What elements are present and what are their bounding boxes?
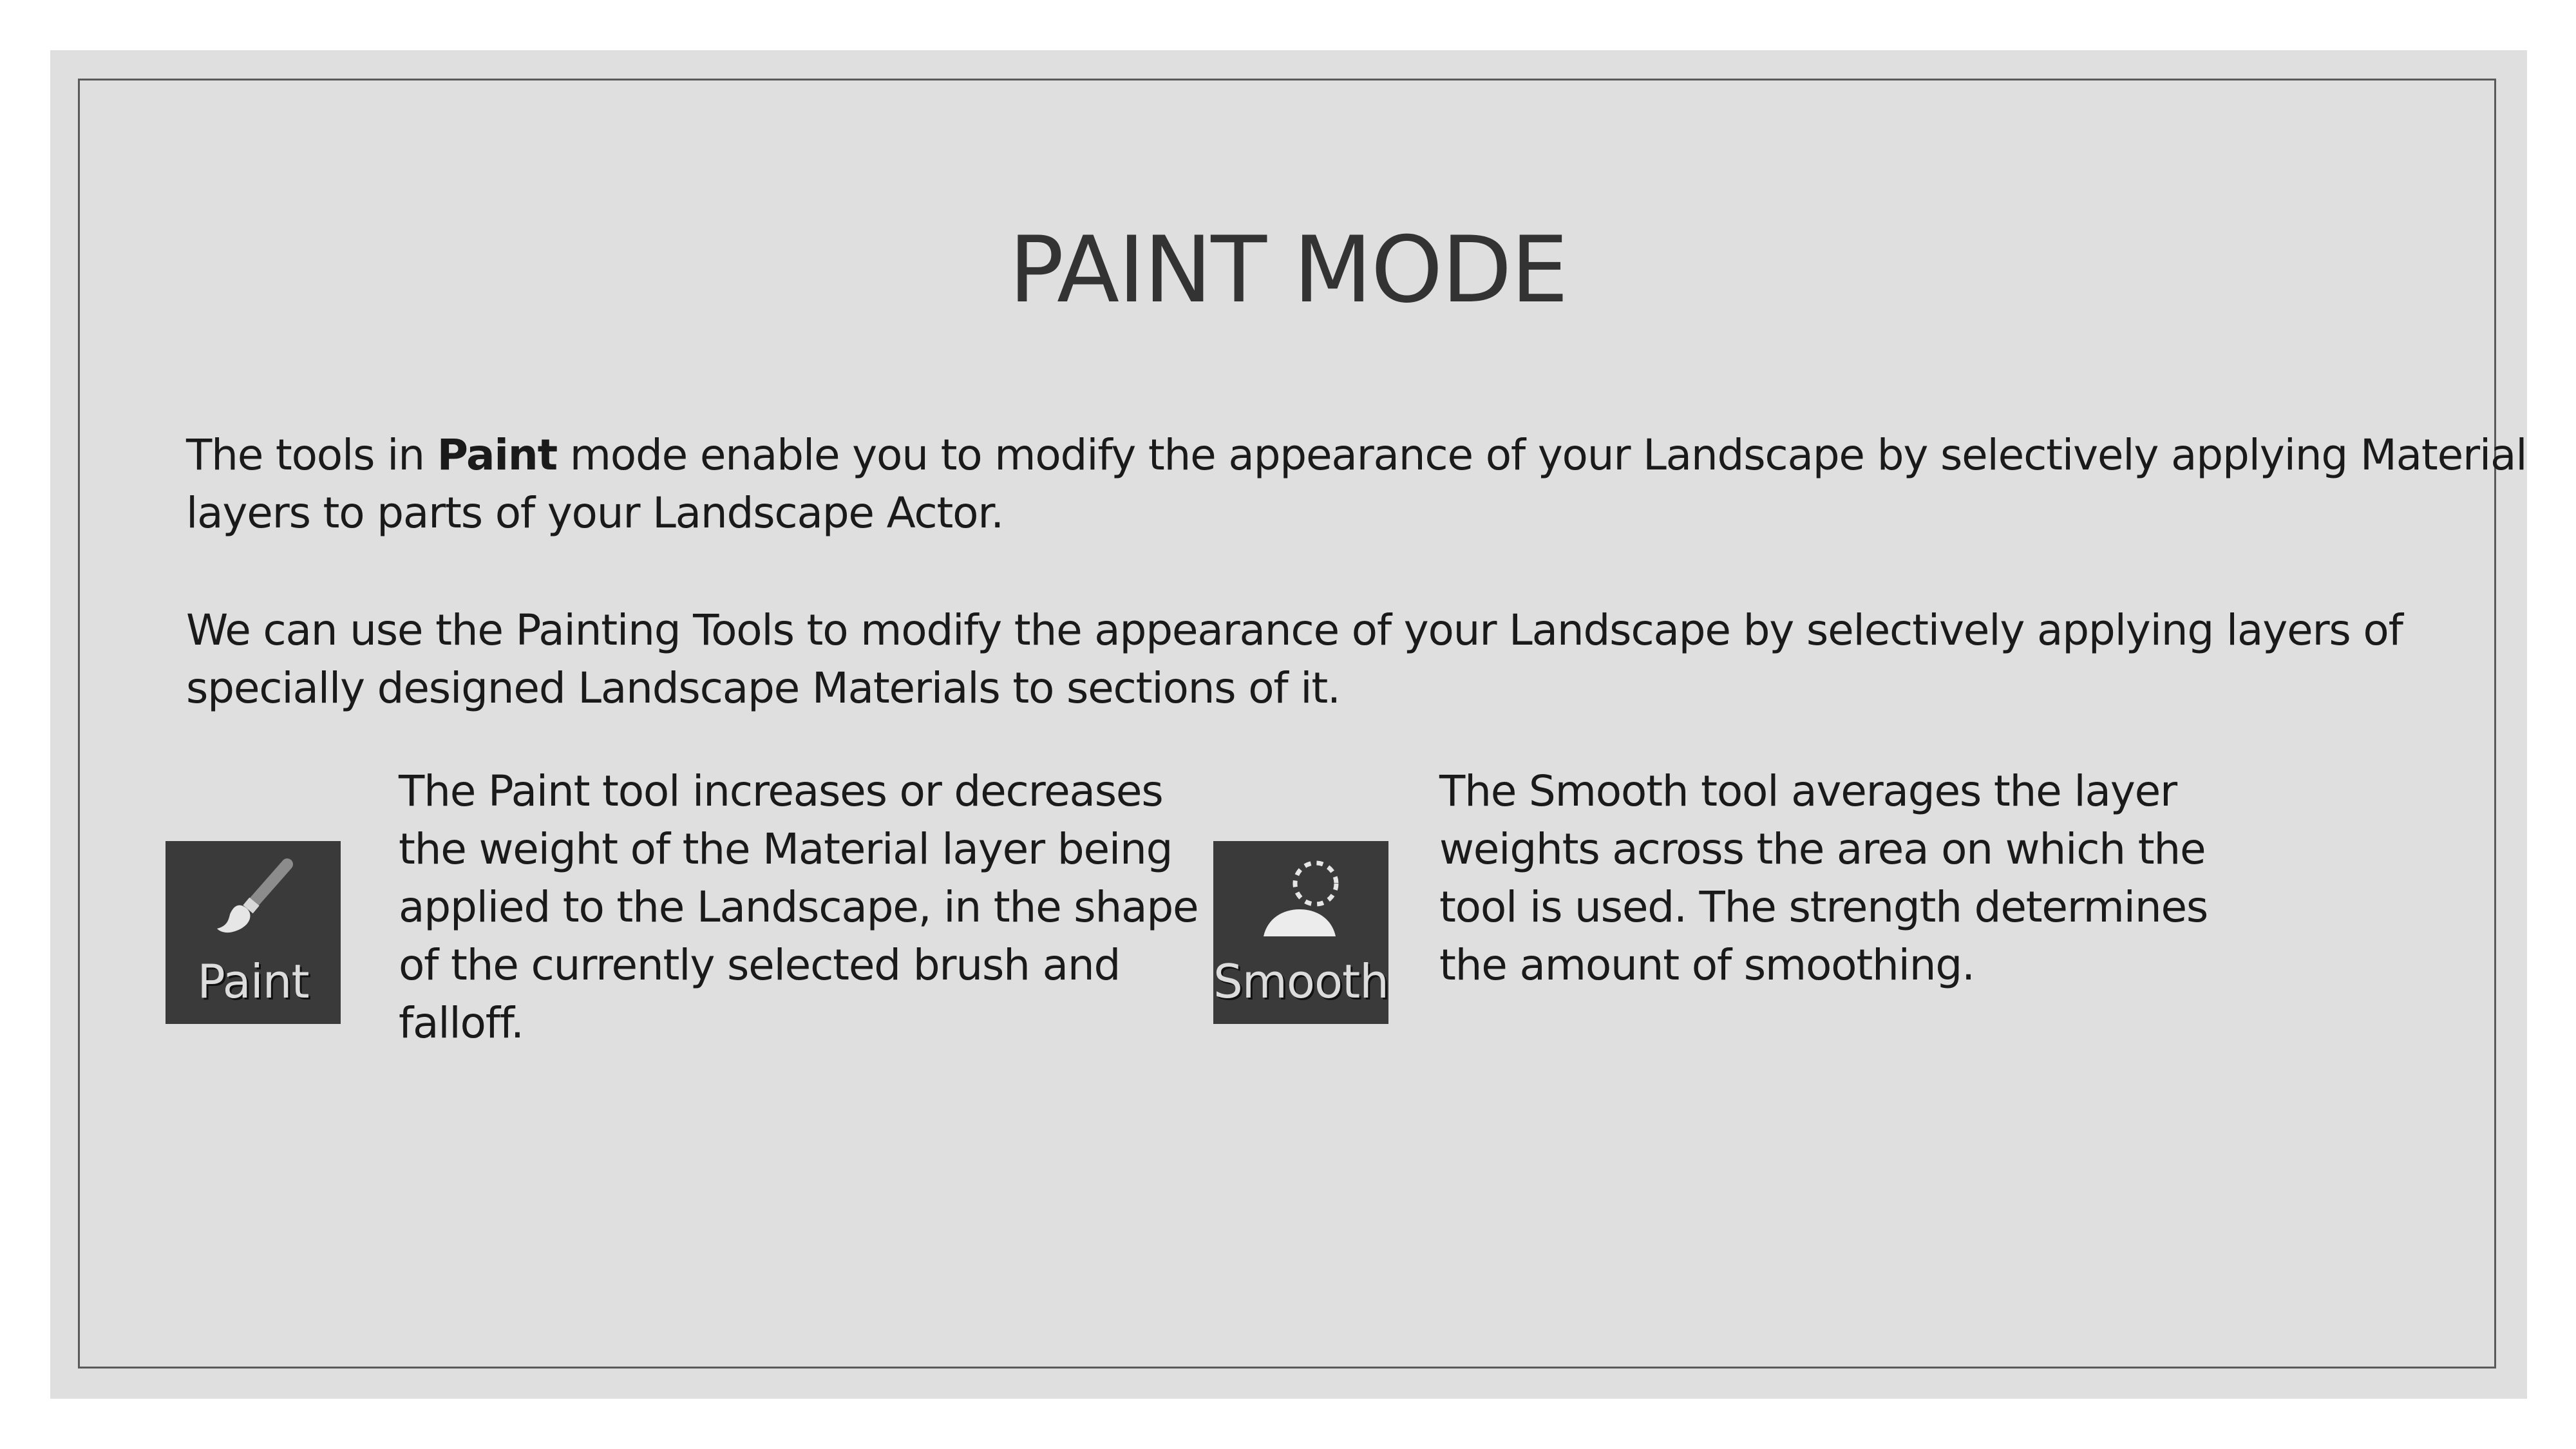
smooth-icon-label: Smooth xyxy=(1213,954,1388,1009)
paint-desc-line: of the currently selected brush and xyxy=(399,940,1121,990)
smooth-desc-line: weights across the area on which the xyxy=(1439,824,2206,874)
paint-tool-description xyxy=(399,762,1198,1052)
intro-paragraph xyxy=(186,426,2527,542)
paint-desc-line: applied to the Landscape, in the shape xyxy=(399,882,1198,932)
smooth-desc-line: tool is used. The strength determines xyxy=(1439,882,2208,932)
intro-line-1 xyxy=(186,426,2527,484)
slide-title: PAINT MODE xyxy=(1009,217,1567,323)
intro-text-before-bold: The tools in xyxy=(186,430,437,480)
smooth-desc-line: The Smooth tool averages the layer xyxy=(1439,766,2177,816)
paint-desc-line: The Paint tool increases or decreases xyxy=(399,766,1163,816)
smooth-tool-button[interactable] xyxy=(1213,841,1388,1024)
painting-tools-line-2: specially designed Landscape Materials to sections of it. xyxy=(186,663,1340,713)
painting-tools-paragraph xyxy=(186,601,2453,717)
intro-text-after-bold: mode enable you to modify the appearance of your Landscape by selectively applying Material xyxy=(556,430,2527,480)
smooth-desc-line: the amount of smoothing. xyxy=(1439,940,1975,990)
intro-bold-paint: Paint xyxy=(437,430,557,480)
paint-desc-line: falloff. xyxy=(399,998,524,1048)
paint-desc-line: the weight of the Material layer being xyxy=(399,824,1173,874)
paint-tool-button[interactable] xyxy=(166,841,341,1024)
painting-tools-line-1: We can use the Painting Tools to modify the appearance of your Landscape by selectively applying layers of xyxy=(186,605,2403,655)
paint-icon-label: Paint xyxy=(197,954,309,1009)
intro-line-2: layers to parts of your Landscape Actor. xyxy=(186,488,1004,538)
smooth-tool-description xyxy=(1439,762,2208,994)
